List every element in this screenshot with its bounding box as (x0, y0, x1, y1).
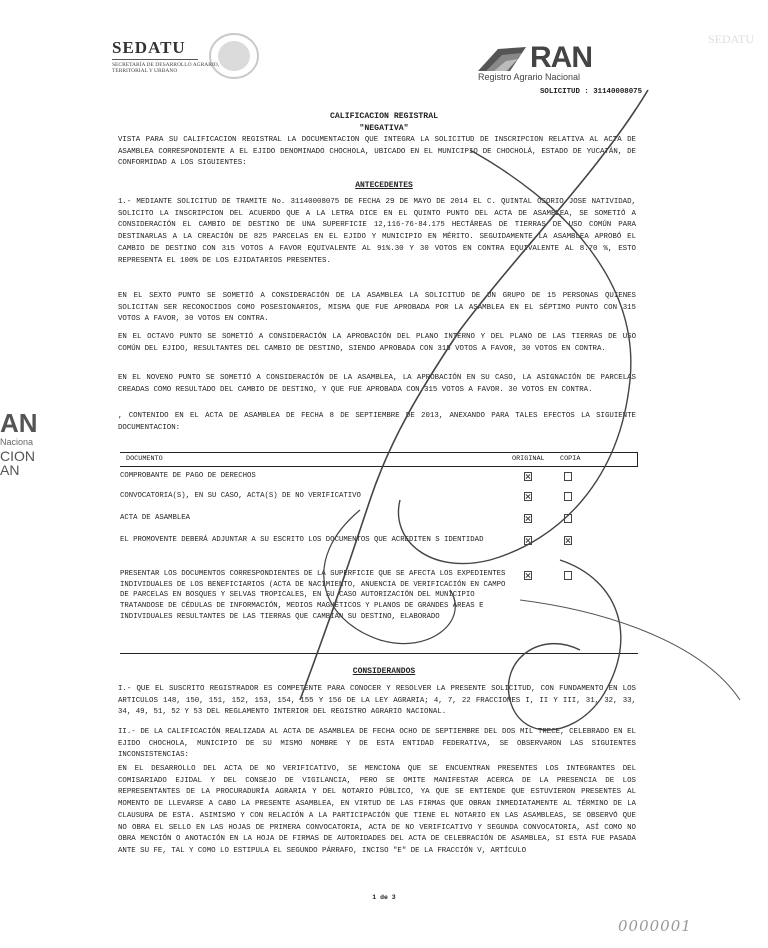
antecedentes-paragraph-1: 1.- MEDIANTE SOLICITUD DE TRAMITE No. 31140008075 DE FECHA 29 DE MAYO DE 2014 EL C. QUINTAL OSORIO JOSE NATIVIDAD, SOLICITO LA INSCRIPCION DEL ACUERDO QUE A LA LETRA DICE EN EL QUINTO PUNTO DEL ACTA DE ASAMBLEA, SE SOMETIÓ A CONSIDERACIÓN EL CAMBIO DE DESTINO DE UNA SUPERFICIE 12,116-76-84.175 HECTÁREAS DE TIERRAS DE USO COMÚN PARA DESTINARLAS A LA CREACIÓN DE 825 PARCELAS EN EL EJIDO Y MUNICIPIO EN MÉRITO. SEGUIDAMENTE LA ASAMBLEA APROBÓ EL CAMBIO DE DESTINO CON 315 VOTOS A FAVOR EQUIVALENTE AL 91%.30 Y 30 VOTOS EN CONTRA EQUIVALENTE AL 8.70 %, ESTO REPRESENTA EL 100% DE LOS EJIDATARIOS PRESENTES. (118, 198, 636, 265)
sedatu-subtitle: SECRETARÍA DE DESARROLLO AGRARIO, TERRITORIAL Y URBANO (112, 62, 220, 74)
col-original: ORIGINAL (512, 455, 545, 463)
antecedentes-paragraph-2: EN EL SEXTO PUNTO SE SOMETIÓ A CONSIDERACIÓN DE LA ASAMBLEA LA SOLICITUD DE UN GRUPO DE 15 PERSONAS QUIENES SOLICITAN SER RECONOCIDOS COMO POSESIONARIOS, MISMA QUE FUE APROBADA POR LA ASAMBLEA EN EL SÉPTIMO PUNTO CON 315 VOTOS A FAVOR, 30 VOTOS EN CONTRA. (118, 292, 636, 324)
side-ran-logo: AN Naciona CION AN (0, 408, 38, 478)
page-number: 1 de 3 (372, 894, 396, 901)
antecedentes-paragraph-4: EN EL NOVENO PUNTO SE SOMETIÓ A CONSIDERACIÓN DE LA ASAMBLEA, LA APROBACIÓN EN SU CASO, LA ASIGNACIÓN DE PARCELAS CREADAS COMO RESULTADO DEL CAMBIO DE DESTINO, Y QUE FUE APROBADA CON 315 VOTOS A FAVOR. 30 VOTOS EN CONTRA. (118, 374, 636, 394)
ran-logo (476, 43, 616, 89)
antecedentes-paragraph-5: , CONTENIDO EN EL ACTA DE ASAMBLEA DE FECHA 8 DE SEPTIEMBRE DE 2013, ANEXANDO PARA TALES EFECTOS LA SIGUIENTE DOCUMENTACION: (118, 412, 636, 432)
considerandos-paragraph-3: EN EL DESARROLLO DEL ACTA DE NO VERIFICATIVO, SE MENCIONA QUE SE ENCUENTRAN PRESENTES LOS INTEGRANTES DEL COMISARIADO EJIDAL Y DEL CONSEJO DE VIGILANCIA, PERO SE OMITE MANIFESTAR ACERCA DE LA PRESENCIA DE LOS REPRESENTANTES DE LA PROCURADURÍA AGRARIA Y DEL NOTARIO PÚBLICO, YA QUE SE ENTIENDE QUE ESTUVIERON PRESENTES AL MOMENTO DE LLEVARSE A CABO LA PRESENTE ASAMBLEA, EN VIRTUD DE LAS FIRMAS QUE OBRAN INMEDIATAMENTE AL TÉRMINO DE LA CLAUSURA DE ESTA. ASIMISMO Y CON RELACIÓN A LA PARTICIPACIÓN QUE TIENE EL NOTARIO EN LAS ASAMBLEAS, SE OBSERVÓ QUE NO OBRA EL SELLO EN LAS HOJAS DE PRIMERA CONVOCATORIA, ACTA DE NO VERIFICATIVO Y SEGUNDA CONVOCATORIA, ASÍ COMO NO OBRA MENCIÓN O ANOTACIÓN EN LA HOJA DE FIRMAS DE AUTORIDADES DEL ACTA DE CELEBRACIÓN DE ASAMBLEA, SI ESTA FUE PASADA ANTE SU FE, TAL Y COMO LO ESTIPULA EL SEGUNDO PÁRRAFO, INCISO "E" DE LA FRACCIÓN V, ARTÍCULO (118, 765, 636, 855)
sedatu-name: SEDATU (112, 38, 186, 57)
solicitud-number: SOLICITUD : 31140008075 (540, 88, 643, 96)
table-row: EL PROMOVENTE DEBERÁ ADJUNTAR A SU ESCRITO LOS DOCUMENTOS QUE ACREDITEN S IDENTIDAD (120, 536, 484, 544)
copia-checkbox (564, 492, 572, 501)
document-title: CALIFICACION REGISTRAL (329, 112, 439, 121)
original-checkbox (524, 514, 532, 523)
intro-paragraph: VISTA PARA SU CALIFICACION REGISTRAL LA DOCUMENTACION QUE INTEGRA LA SOLICITUD DE INSCRIPCION RELATIVA AL ACTA DE ASAMBLEA CORRESPONDIENTE A EL EJIDO DENOMINADO CHOCHOLA, UBICADO EN EL MUNICIPIO DE CHOCHOLÁ, ESTADO DE YUCATÁN, DE CONFORMIDAD A LOS SIGUIENTES: (118, 136, 636, 168)
table-row: COMPROBANTE DE PAGO DE DERECHOS (120, 472, 256, 480)
copia-checkbox (564, 571, 572, 580)
antecedentes-heading: ANTECEDENTES (355, 181, 413, 190)
original-checkbox (524, 492, 532, 501)
antecedentes-paragraph-3: EN EL OCTAVO PUNTO SE SOMETIÓ A CONSIDERACIÓN LA APROBACIÓN DEL PLANO INTERNO Y DEL PLANO DE LAS TIERRAS DE USO COMÚN DEL EJIDO, RESULTANTES DEL CAMBIO DE DESTINO, SIENDO APROBADA CON 315 VOTOS A FAVOR, 30 VOTOS EN CONTRA. (118, 333, 636, 353)
ran-name: RAN (530, 41, 592, 74)
ran-emblem-icon (476, 43, 532, 73)
sedatu-faint-watermark: SEDATU (708, 32, 755, 46)
col-copia: COPIA (560, 455, 581, 463)
considerandos-paragraph-1: I.- QUE EL SUSCRITO REGISTRADOR ES COMPETENTE PARA CONOCER Y RESOLVER LA PRESENTE SOLICITUD, CON FUNDAMENTO EN LOS ARTICULOS 148, 150, 151, 152, 153, 154, 155 Y 156 DE LA LEY AGRARIA; 4, 7, 22 FRACCIONES I, II Y III, 31, 32, 33, 34, 49, 51, 52 Y 53 DEL REGLAMENTO INTERIOR DEL REGISTRO AGRARIO NACIONAL. (118, 685, 636, 717)
copia-checkbox (564, 514, 572, 523)
table-row: PRESENTAR LOS DOCUMENTOS CORRESPONDIENTES DE LA SUPERFICIE QUE SE AFECTA LOS EXPEDIENTES INDIVIDUALES DE LOS BENEFICIARIOS (ACTA DE NACIMIENTO, ANUENCIA DE VERIFICACIÓN EN CAMPO DE PARCELAS EN BOSQUES Y SELVAS TROPICALES, EN SU CASO AUTORIZACIÓN DEL MUNICIPIO TRATANDOSE DE CÉDULAS DE INFORMACIÓN, MEDIOS MAGNÉTICOS Y PLANOS DE GRANDES ÁREAS E INDIVIDUALES RESULTANTES DE LAS TIERRAS QUE CAMBIAN SU DESTINO, ELABORADO (120, 570, 506, 621)
copia-checkbox (564, 472, 572, 481)
mexico-seal-icon (206, 30, 262, 80)
handwritten-number: 0000001 (618, 917, 692, 935)
original-checkbox (524, 536, 532, 545)
document-subtitle: "NEGATIVA" (359, 124, 409, 133)
table-row: ACTA DE ASAMBLEA (120, 514, 191, 522)
considerandos-heading: CONSIDERANDOS (352, 667, 416, 676)
col-documento: DOCUMENTO (126, 455, 163, 463)
documents-table-header (120, 452, 638, 467)
ran-subtitle: Registro Agrario Nacional (478, 72, 581, 82)
documents-table (120, 452, 638, 621)
original-checkbox (524, 472, 532, 481)
original-checkbox (524, 571, 532, 580)
considerandos-paragraph-2: II.- DE LA CALIFICACIÓN REALIZADA AL ACTA DE ASAMBLEA DE FECHA OCHO DE SEPTIEMBRE DEL DOS MIL TRECE, CELEBRADO EN EL EJIDO CHOCHOLA, MUNICIPIO DE SU MISMO NOMBRE Y DE ESTA ENTIDAD FEDERATIVA, SE OBSERVARON LAS SIGUIENTES INCONSISTENCIAS: (118, 728, 636, 760)
table-row: CONVOCATORIA(S), EN SU CASO, ACTA(S) DE NO VERIFICATIVO (120, 492, 361, 500)
copia-checkbox (564, 536, 572, 545)
